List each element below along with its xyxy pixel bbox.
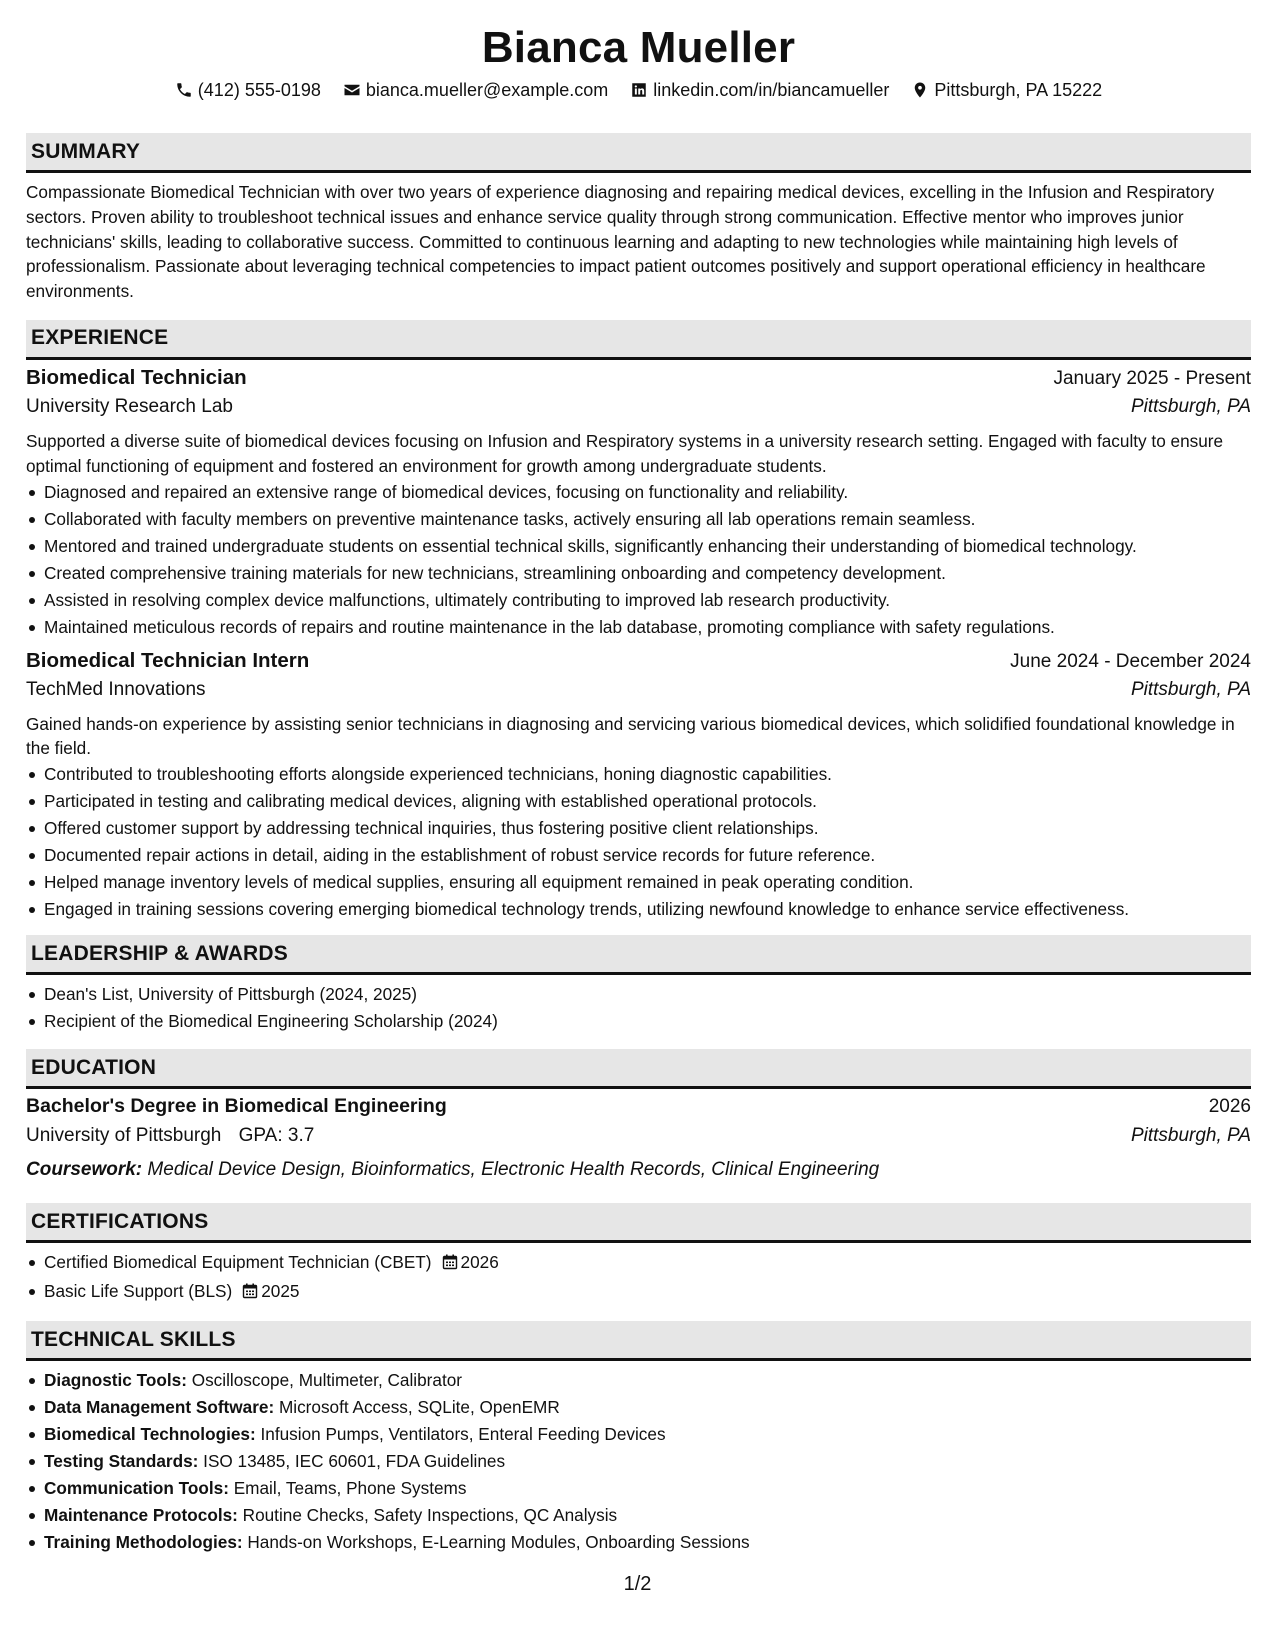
linkedin-text[interactable]: linkedin.com/in/biancamueller — [653, 80, 890, 100]
list-item — [26, 1394, 1251, 1421]
skill-value: Email, Teams, Phone Systems — [233, 1478, 467, 1499]
summary-text: Compassionate Biomedical Technician with over two years of experience diagnosing and repairing medical devices, excelling in the Infusion and Respiratory sectors. Proven ability to troubleshoot technical issues and enhance service quality through strong communication. Effective mentor who improves junior technicians' skills, leading to collaborative success. Committed to continuous learning and adapting to new technologies while maintaining high levels of professionalism. Passionate about leveraging technical competencies to impact patient outcomes positively and support operational efficiency in healthcare environments. — [26, 182, 1215, 302]
list-item: Participated in testing and calibrating medical devices, aligning with established operational protocols. — [26, 788, 1251, 815]
contact-bar — [26, 76, 1251, 104]
job-location: Pittsburgh, PA — [1130, 395, 1251, 417]
location-text: Pittsburgh, PA 15222 — [934, 80, 1103, 100]
list-item: Recipient of the Biomedical Engineering Scholarship (2024) — [26, 1008, 1251, 1035]
job-title: Biomedical Technician — [26, 365, 247, 389]
list-item — [26, 1249, 1251, 1278]
summary-heading: SUMMARY — [26, 133, 1251, 173]
resume-page — [26, 0, 1251, 1650]
job-description: Gained hands-on experience by assisting senior technicians in diagnosing and servicing various biomedical devices, which solidified foundational knowledge in the field. — [26, 713, 1235, 759]
list-item — [26, 1448, 1251, 1475]
job-bullets — [26, 761, 1251, 923]
job-dates: January 2025 - Present — [1053, 367, 1251, 389]
certifications-heading: CERTIFICATIONS — [26, 1203, 1251, 1243]
list-item: Diagnosed and repaired an extensive range of biomedical devices, focusing on functionality and reliability. — [26, 479, 1251, 506]
list-item — [26, 1278, 1251, 1307]
job-description: Supported a diverse suite of biomedical devices focusing on Infusion and Respiratory systems in a university research setting. Engaged with faculty to ensure optimal functioning of equipment and fostered an environment for growth among undergraduate students. — [26, 430, 1224, 476]
skill-value: Oscilloscope, Multimeter, Calibrator — [191, 1370, 463, 1391]
skill-label: Training Methodologies: — [44, 1532, 243, 1553]
email-text[interactable]: bianca.mueller@example.com — [365, 80, 609, 100]
calendar-icon — [442, 1251, 458, 1278]
skill-label: Maintenance Protocols: — [44, 1505, 238, 1526]
gpa: GPA: 3.7 — [238, 1125, 315, 1147]
skill-value: ISO 13485, IEC 60601, FDA Guidelines — [203, 1451, 506, 1472]
skill-value: Routine Checks, Safety Inspections, QC Analysis — [242, 1505, 618, 1526]
candidate-name: Bianca Mueller — [481, 23, 796, 72]
skill-label: Data Management Software: — [44, 1397, 275, 1418]
school-name: University of Pittsburgh — [26, 1125, 222, 1147]
envelope-icon — [343, 81, 361, 99]
coursework-list: Medical Device Design, Bioinformatics, Electronic Health Records, Clinical Engineering — [147, 1159, 880, 1181]
list-item: Offered customer support by addressing technical inquiries, thus fostering positive client relationships. — [26, 815, 1251, 842]
skill-label: Biomedical Technologies: — [44, 1424, 256, 1445]
list-item — [26, 1502, 1251, 1529]
list-item — [26, 1529, 1251, 1556]
list-item: Documented repair actions in detail, aiding in the establishment of robust service records for future reference. — [26, 842, 1251, 869]
job-entry — [26, 649, 1251, 924]
phone-icon — [175, 81, 193, 99]
cert-name: Certified Biomedical Equipment Technician (CBET) — [44, 1252, 432, 1273]
page-number: 1/2 — [623, 1573, 652, 1595]
list-item — [26, 1367, 1251, 1394]
list-item: Contributed to troubleshooting efforts alongside experienced technicians, honing diagnostic capabilities. — [26, 761, 1251, 788]
linkedin-icon — [630, 81, 648, 99]
cert-year: 2026 — [460, 1252, 499, 1273]
coursework-line — [26, 1155, 1251, 1185]
job-dates: June 2024 - December 2024 — [1010, 650, 1251, 672]
contact-location — [911, 76, 1102, 104]
skill-label: Testing Standards: — [44, 1451, 199, 1472]
contact-email[interactable] — [343, 76, 608, 104]
skill-value: Hands-on Workshops, E-Learning Modules, Onboarding Sessions — [247, 1532, 750, 1553]
list-item: Engaged in training sessions covering emerging biomedical technology trends, utilizing newfound knowledge to enhance service effectiveness. — [26, 896, 1251, 923]
leadership-heading: LEADERSHIP & AWARDS — [26, 935, 1251, 975]
graduation-year: 2026 — [1208, 1096, 1251, 1118]
education-entry — [26, 1095, 1251, 1185]
map-pin-icon — [911, 81, 929, 99]
education-heading: EDUCATION — [26, 1049, 1251, 1089]
skills-list — [26, 1367, 1251, 1556]
experience-heading: EXPERIENCE — [26, 320, 1251, 360]
job-bullets — [26, 479, 1251, 641]
job-org: University Research Lab — [26, 395, 233, 417]
school-line — [26, 1125, 314, 1147]
list-item: Collaborated with faculty members on preventive maintenance tasks, actively ensuring all lab operations remain seamless. — [26, 506, 1251, 533]
certifications-list — [26, 1249, 1251, 1307]
degree-title: Bachelor's Degree in Biomedical Engineering — [26, 1095, 447, 1118]
skills-heading: TECHNICAL SKILLS — [26, 1321, 1251, 1361]
phone-text: (412) 555-0198 — [197, 80, 321, 100]
list-item — [26, 1475, 1251, 1502]
skill-label: Communication Tools: — [44, 1478, 229, 1499]
leadership-list — [26, 981, 1251, 1035]
list-item: Maintained meticulous records of repairs and routine maintenance in the lab database, promoting compliance with safety regulations. — [26, 614, 1251, 641]
job-entry — [26, 366, 1251, 641]
cert-year: 2025 — [261, 1281, 300, 1302]
skill-label: Diagnostic Tools: — [44, 1370, 187, 1391]
list-item: Dean's List, University of Pittsburgh (2024, 2025) — [26, 981, 1251, 1008]
list-item: Created comprehensive training materials for new technicians, streamlining onboarding and competency development. — [26, 560, 1251, 587]
job-location: Pittsburgh, PA — [1130, 678, 1251, 700]
job-org: TechMed Innovations — [26, 678, 206, 700]
list-item: Assisted in resolving complex device malfunctions, ultimately contributing to improved lab research productivity. — [26, 587, 1251, 614]
coursework-label: Coursework: — [26, 1159, 143, 1181]
list-item: Mentored and trained undergraduate students on essential technical skills, significantly enhancing their understanding of biomedical technology. — [26, 533, 1251, 560]
calendar-icon — [242, 1280, 258, 1307]
skill-value: Microsoft Access, SQLite, OpenEMR — [278, 1397, 560, 1418]
contact-phone — [175, 76, 321, 104]
list-item — [26, 1421, 1251, 1448]
cert-name: Basic Life Support (BLS) — [44, 1281, 233, 1302]
list-item: Helped manage inventory levels of medical supplies, ensuring all equipment remained in peak operating condition. — [26, 869, 1251, 896]
contact-linkedin[interactable] — [630, 76, 889, 104]
school-location: Pittsburgh, PA — [1130, 1125, 1251, 1147]
skill-value: Infusion Pumps, Ventilators, Enteral Feeding Devices — [260, 1424, 666, 1445]
job-title: Biomedical Technician Intern — [26, 648, 310, 672]
